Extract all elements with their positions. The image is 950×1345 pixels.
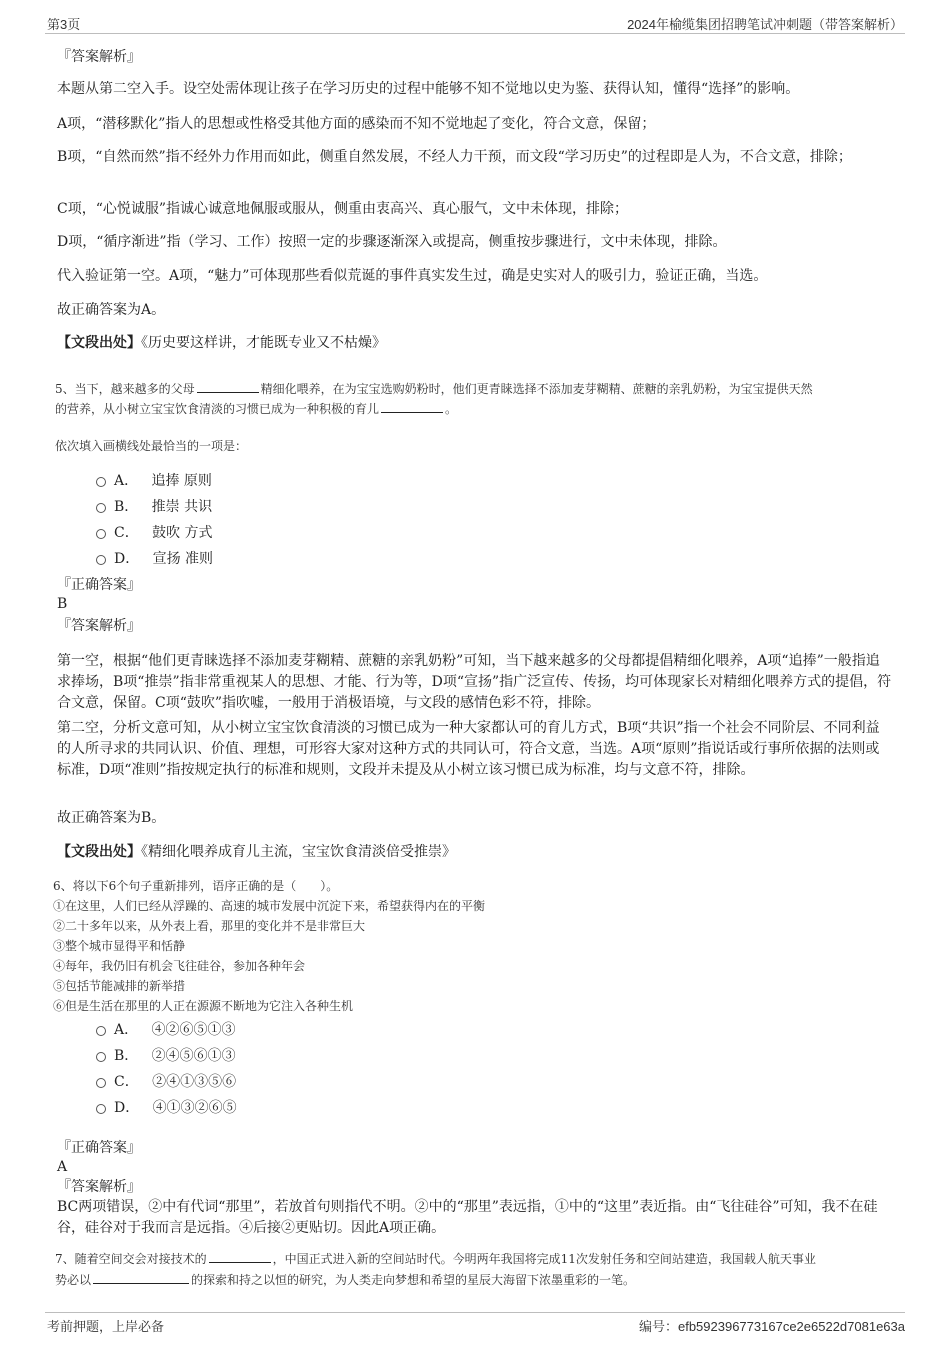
fill-blank bbox=[197, 380, 259, 393]
fill-blank bbox=[93, 1271, 189, 1284]
question-stem: 5、当下，越来越多的父母 精细化喂养，在为宝宝选购奶粉时，他们更青睐选择不添加麦芽糊精、蔗糖的亲乳奶粉，为宝宝提供天然 的营养，从小树立宝宝饮食清淡的习惯已成为一种积极的育儿 。 bbox=[55, 382, 813, 416]
analysis-paragraph: 第二空，分析文意可知，从小树立宝宝饮食清淡的习惯已成为一种大家都认可的育儿方式，B项“共识”指一个社会不同阶层、不同利益的人所寻求的共同认识、价值、理想，可形容大家对这种方式的共同认可，符合文意，当选。A项“原则”指说话或行事所依据的法则或标准，D项“准则”指按规定执行的标准和规则，文段并未提及从小树立该习惯已成为标准，均与文意不符，排除。 bbox=[57, 720, 880, 778]
option-c[interactable]: C． 鼓吹 方式 bbox=[96, 522, 213, 542]
answer-statement: 故正确答案为A。 bbox=[57, 302, 166, 318]
analysis-paragraph: BC两项错误，②中有代词“那里”，若放首句则指代不明。②中的“那里”表远指，①中的“这里”表近指。由“飞往硅谷”可知，我不在硅谷，硅谷对于我而言是远指。④后接②更贴切。因此A项正确。 bbox=[57, 1199, 878, 1236]
radio-icon[interactable] bbox=[96, 529, 106, 539]
analysis-paragraph: C项，“心悦诚服”指诚心诚意地佩服或服从，侧重由衷高兴、真心服气，文中未体现，排除； bbox=[57, 201, 629, 217]
doc-code-label: 编号： bbox=[638, 1319, 678, 1334]
sentence-6: ⑥但是生活在那里的人正在源源不断地为它注入各种生机 bbox=[53, 999, 354, 1013]
fill-blank bbox=[381, 400, 443, 413]
option-b[interactable]: B． 推崇 共识 bbox=[96, 496, 212, 516]
footer-rule bbox=[45, 1312, 905, 1313]
correct-answer: A bbox=[57, 1159, 68, 1175]
sentence-3: ③整个城市显得平和恬静 bbox=[53, 939, 186, 953]
source-label: 【文段出处】 bbox=[57, 335, 141, 351]
option-a[interactable]: A． 追捧 原则 bbox=[96, 470, 212, 490]
option-d[interactable]: D． ④①③②⑥⑤ bbox=[96, 1097, 237, 1117]
analysis-paragraph: 本题从第二空入手。设空处需体现让孩子在学习历史的过程中能够不知不觉地以史为鉴、获得认知，懂得“选择”的影响。 bbox=[57, 81, 800, 97]
radio-icon[interactable] bbox=[96, 1078, 106, 1088]
page-number: 第3页 bbox=[47, 17, 81, 32]
question-stem: 6、将以下6个句子重新排列，语序正确的是（ ）。 bbox=[53, 879, 339, 893]
correct-answer-label: 『正确答案』 bbox=[57, 577, 141, 593]
radio-icon[interactable] bbox=[96, 1026, 106, 1036]
doc-code-value: efb592396773167ce2e6522d7081e63a bbox=[677, 1319, 905, 1334]
option-a[interactable]: A． ④②⑥⑤①③ bbox=[96, 1019, 235, 1039]
analysis-paragraph: B项，“自然而然”指不经外力作用而如此，侧重自然发展，不经人力干预，而文段“学习历史”的过程即是人为，不合文意，排除； bbox=[57, 149, 852, 165]
analysis-label: 『答案解析』 bbox=[57, 49, 141, 65]
source-text: 《历史要这样讲，才能既专业又不枯燥》 bbox=[141, 335, 386, 351]
option-b[interactable]: B． ②④⑤⑥①③ bbox=[96, 1045, 236, 1065]
option-d[interactable]: D． 宣扬 准则 bbox=[96, 548, 213, 568]
analysis-label: 『答案解析』 bbox=[57, 618, 141, 634]
sentence-1: ①在这里，人们已经从浮躁的、高速的城市发展中沉淀下来，希望获得内在的平衡 bbox=[53, 899, 486, 913]
radio-icon[interactable] bbox=[96, 477, 106, 487]
analysis-paragraph: A项，“潜移默化”指人的思想或性格受其他方面的感染而不知不觉地起了变化，符合文意，保留； bbox=[57, 116, 656, 132]
analysis-paragraph: 第一空，根据“他们更青睐选择不添加麦芽糊精、蔗糖的亲乳奶粉”可知，当下越来越多的父母都提倡精细化喂养，A项“追捧”一般指追求捧场，B项“推崇”指非常重视某人的思想、才能、行为等，D项“宣扬”指广泛宣传、传扬，均可体现家长对精细化喂养方式的提倡，符合文意，保留。C项“鼓吹”指吹嘘，一般用于消极语境，与文段的感情色彩不符，排除。 bbox=[57, 653, 892, 711]
question-stem: 7、随着空间交会对接技术的 ，中国正式进入新的空间站时代。今明两年我国将完成11次发射任务和空间站建造，我国载人航天事业 势必以 的探索和持之以恒的研究，为人类走向梦想和希望的星辰大海留下浓墨重彩的一笔。 bbox=[55, 1252, 816, 1287]
question-instruction: 依次填入画横线处最恰当的一项是： bbox=[55, 439, 248, 453]
radio-icon[interactable] bbox=[96, 503, 106, 513]
source-line bbox=[57, 333, 892, 354]
header-rule bbox=[45, 33, 905, 34]
source-text: 《精细化喂养成育儿主流，宝宝饮食清淡倍受推崇》 bbox=[141, 844, 456, 860]
source-label: 【文段出处】 bbox=[57, 844, 141, 860]
radio-icon[interactable] bbox=[96, 1104, 106, 1114]
correct-answer: B bbox=[57, 596, 68, 612]
correct-answer-label: 『正确答案』 bbox=[57, 1140, 141, 1156]
analysis-paragraph: 代入验证第一空。A项，“魅力”可体现那些看似荒诞的事件真实发生过，确是史实对人的吸引力，验证正确，当选。 bbox=[57, 268, 768, 284]
answer-statement: 故正确答案为B。 bbox=[57, 810, 166, 826]
option-c[interactable]: C． ②④①③⑤⑥ bbox=[96, 1071, 236, 1091]
doc-code bbox=[639, 1316, 905, 1335]
sentence-5: ⑤包括节能减排的新举措 bbox=[53, 979, 186, 993]
fill-blank bbox=[209, 1250, 271, 1263]
footer-slogan: 考前押题，上岸必备 bbox=[47, 1319, 165, 1334]
source-line bbox=[57, 842, 892, 863]
doc-title: 2024年榆缆集团招聘笔试冲刺题（带答案解析） bbox=[627, 17, 903, 32]
radio-icon[interactable] bbox=[96, 555, 106, 565]
analysis-label: 『答案解析』 bbox=[57, 1179, 141, 1195]
sentence-4: ④每年，我仍旧有机会飞往硅谷，参加各种年会 bbox=[53, 959, 306, 973]
analysis-paragraph: D项，“循序渐进”指（学习、工作）按照一定的步骤逐渐深入或提高，侧重按步骤进行，文中未体现，排除。 bbox=[57, 234, 727, 250]
sentence-2: ②二十多年以来，从外表上看，那里的变化并不是非常巨大 bbox=[53, 919, 366, 933]
radio-icon[interactable] bbox=[96, 1052, 106, 1062]
